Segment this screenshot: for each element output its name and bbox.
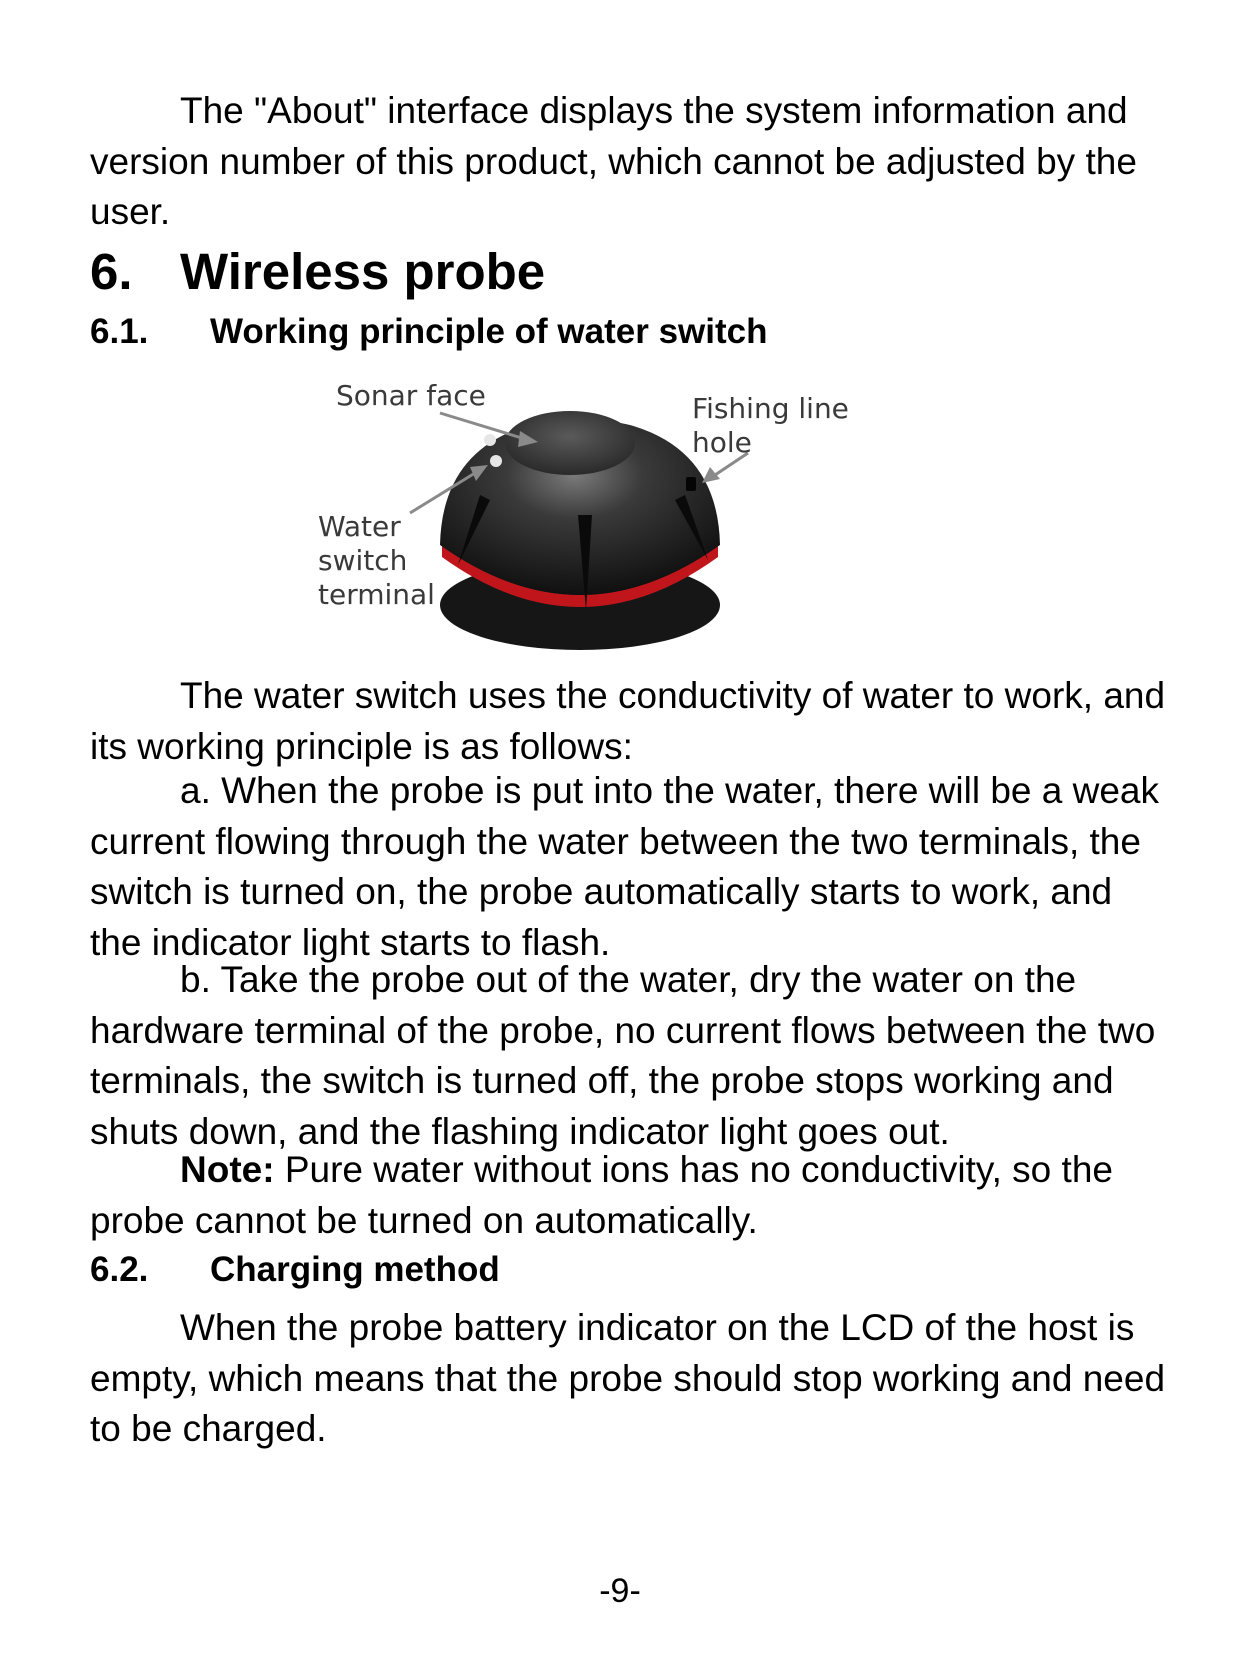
note-paragraph (90, 1145, 1170, 1246)
item-b-text: b. Take the probe out of the water, dry the water on the hardware terminal of the probe, no current flows between the two terminals, the switch is turned off, the probe stops working and shuts down, and the flashing indicator light goes out. (90, 959, 1156, 1152)
section-6-title: Wireless probe (180, 243, 546, 300)
label-water-switch-terminal: Water switch terminal (318, 510, 435, 611)
section-6-1-heading (90, 312, 768, 352)
charging-text: When the probe battery indicator on the LCD of the host is empty, which means that the probe should stop working and need to be charged. (90, 1307, 1166, 1449)
section-6-2-heading (90, 1250, 500, 1290)
section-6-2-title: Charging method (210, 1250, 500, 1289)
label-sonar-face: Sonar face (336, 379, 486, 412)
section-6-number: 6. (90, 243, 133, 300)
section-6-2-number: 6.2. (90, 1250, 149, 1289)
section-6-heading (90, 242, 545, 301)
water-switch-intro (90, 671, 1170, 772)
page-number: -9- (599, 1572, 641, 1610)
sonar-arrow (440, 413, 525, 439)
label-fishing-line-hole: Fishing line hole (692, 392, 849, 459)
charging-paragraph (90, 1303, 1170, 1455)
water-switch-terminal (490, 455, 502, 467)
note-label: Note: (180, 1149, 275, 1190)
section-6-1-number: 6.1. (90, 312, 149, 351)
item-a-text: a. When the probe is put into the water, there will be a weak current flowing through the water between the two terminals, the switch is turned on, the probe automatically starts to work, and the indicator light starts to flash. (90, 770, 1160, 963)
item-a-paragraph (90, 766, 1170, 968)
note-text: Pure water without ions has no conductivity, so the probe cannot be turned on automatically. (90, 1149, 1113, 1241)
section-6-1-title: Working principle of water switch (210, 312, 768, 351)
water-switch-intro-text: The water switch uses the conductivity of water to work, and its working principle is as follows: (90, 675, 1166, 767)
water-switch-terminal (484, 434, 496, 446)
wireless-probe-figure (318, 379, 920, 695)
fishing-line-hole (686, 477, 696, 491)
intro-text: The "About" interface displays the system information and version number of this product, which cannot be adjusted by the user. (90, 90, 1137, 232)
item-b-paragraph (90, 955, 1170, 1157)
intro-paragraph (90, 86, 1170, 238)
